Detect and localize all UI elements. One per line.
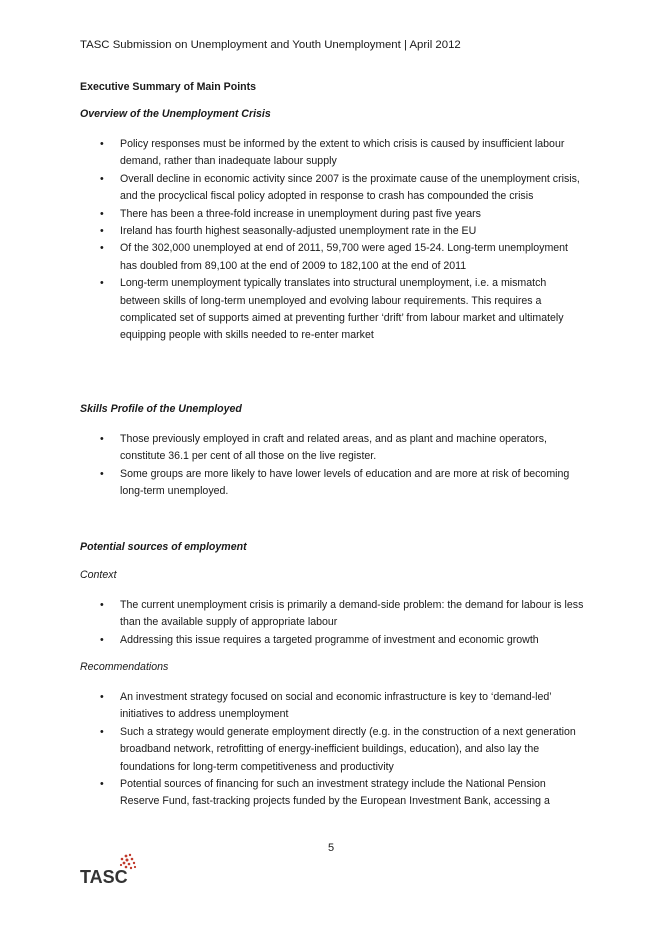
- tasc-logo: [80, 852, 140, 888]
- list-item: • Overall decline in economic activity since 2007 is the proximate cause of the unemployment crisis, and the procyclical fiscal policy adopted in response to crash has compounded the crisis: [80, 171, 585, 206]
- page-number: 5: [327, 842, 335, 854]
- list-item: • Long-term unemployment typically translates into structural unemployment, i.e. a mismatch between skills of long-term unemployed and evolving labour requirements. This requires a complicated set of supports aimed at preventing further ‘drift’ from labour market and ultimately equipping people with skills needed to re-enter market: [80, 275, 585, 345]
- context-list: [80, 597, 585, 649]
- recommendations-label: Recommendations: [80, 661, 169, 673]
- list-item: • There has been a three-fold increase in unemployment during past five years: [80, 206, 585, 223]
- skills-heading: Skills Profile of the Unemployed: [80, 403, 242, 415]
- list-item: • An investment strategy focused on social and economic infrastructure is key to ‘demand-led’ initiatives to address unemployment: [80, 689, 585, 724]
- list-item: • Of the 302,000 unemployed at end of 2011, 59,700 were aged 15-24. Long-term unemployment has doubled from 89,100 at the end of 2009 to 182,100 at the end of 2011: [80, 240, 585, 275]
- list-item: • Addressing this issue requires a targeted programme of investment and economic growth: [80, 632, 585, 649]
- list-item: • Ireland has fourth highest seasonally-adjusted unemployment rate in the EU: [80, 223, 585, 240]
- recommendations-list: [80, 689, 585, 811]
- list-item: • Some groups are more likely to have lower levels of education and are more at risk of becoming long-term unemployed.: [80, 466, 585, 501]
- overview-heading: Overview of the Unemployment Crisis: [80, 108, 271, 120]
- list-item: • Potential sources of financing for such an investment strategy include the National Pension Reserve Fund, fast-tracking projects funded by the European Investment Bank, accessing a: [80, 776, 585, 811]
- logo-text: TASC: [80, 867, 128, 887]
- list-item: • Policy responses must be informed by the extent to which crisis is caused by insufficient labour demand, rather than inadequate labour supply: [80, 136, 585, 171]
- running-header: TASC Submission on Unemployment and Youth Unemployment | April 2012: [80, 39, 461, 51]
- context-label: Context: [80, 569, 117, 581]
- list-item: • Those previously employed in craft and related areas, and as plant and machine operators, constitute 36.1 per cent of all those on the live register.: [80, 431, 585, 466]
- list-item: • Such a strategy would generate employment directly (e.g. in the construction of a next generation broadband network, retrofitting of energy-inefficient buildings, education), and also lay the foundations for long-term competitiveness and productivity: [80, 724, 585, 776]
- section-title: Executive Summary of Main Points: [80, 81, 257, 93]
- list-item: • The current unemployment crisis is primarily a demand-side problem: the demand for labour is less than the available supply of appropriate labour: [80, 597, 585, 632]
- skills-list: [80, 431, 585, 501]
- overview-list: [80, 136, 585, 345]
- potential-heading: Potential sources of employment: [80, 541, 247, 553]
